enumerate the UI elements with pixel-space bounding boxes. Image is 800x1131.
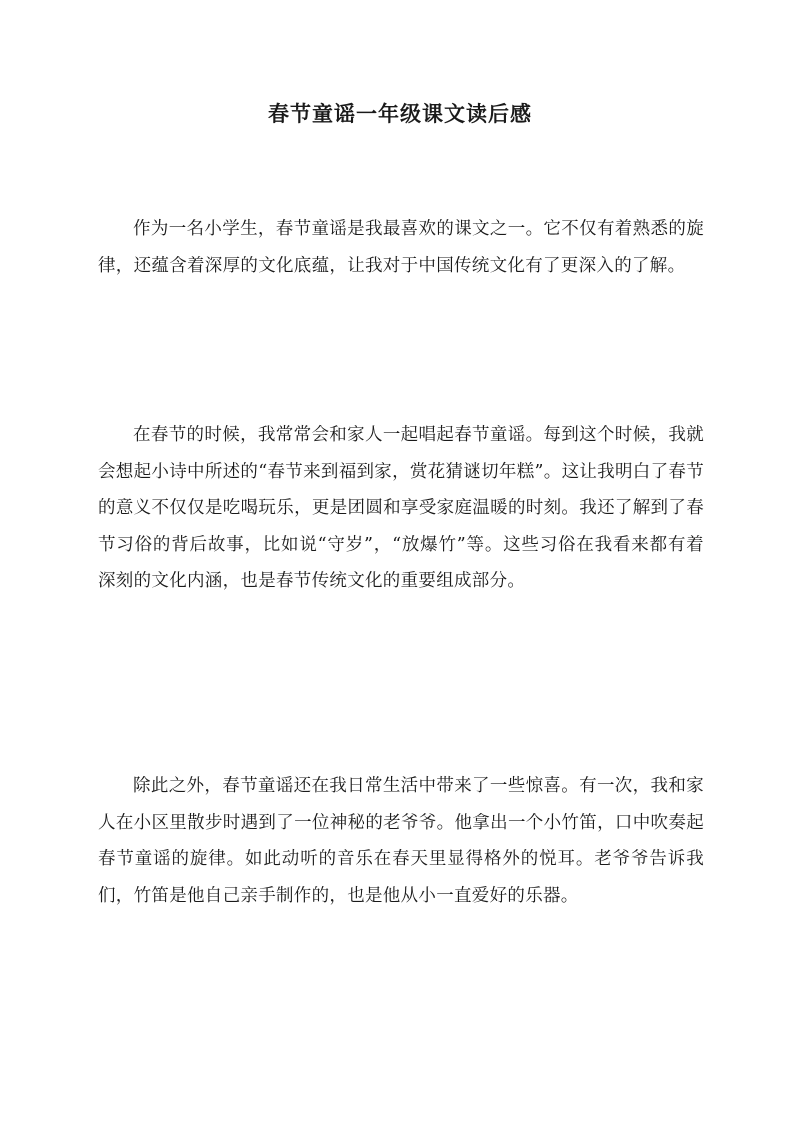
paragraph-1: 作为一名小学生，春节童谣是我最喜欢的课文之一。它不仅有着熟悉的旋律，还蕴含着深厚的文化底蕴，让我对于中国传统文化有了更深入的了解。 [98, 219, 704, 276]
document-title: 春节童谣一年级课文读后感 [268, 101, 532, 126]
paragraph-2: 在春节的时候，我常常会和家人一起唱起春节童谣。每到这个时候，我就会想起小诗中所述的“春节来到福到家，赏花猜谜切年糕”。这让我明白了春节的意义不仅仅是吃喝玩乐，更是团圆和享受家庭温暖的时刻。我还了解到了春节习俗的背后故事，比如说“守岁”，“放爆竹”等。这些习俗在我看来都有着深刻的文化内涵，也是春节传统文化的重要组成部分。 [98, 425, 704, 592]
paragraph-3: 除此之外，春节童谣还在我日常生活中带来了一些惊喜。有一次，我和家人在小区里散步时遇到了一位神秘的老爷爷。他拿出一个小竹笛，口中吹奏起春节童谣的旋律。如此动听的音乐在春天里显得格外的悦耳。老爷爷告诉我们，竹笛是他自己亲手制作的，也是他从小一直爱好的乐器。 [98, 776, 704, 906]
